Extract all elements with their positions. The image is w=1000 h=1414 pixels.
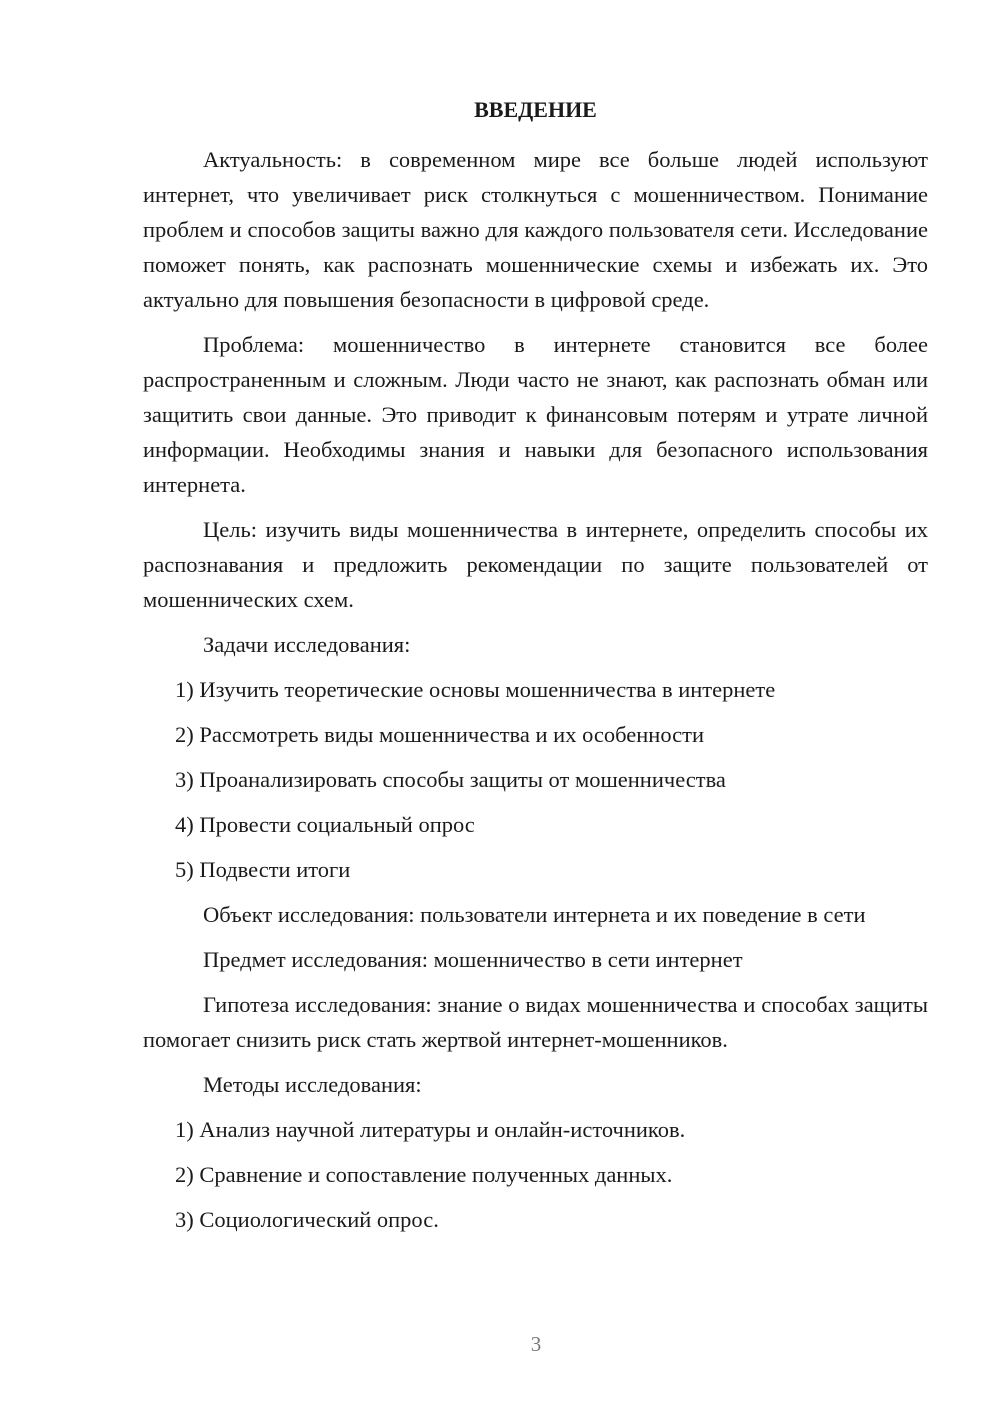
paragraph-hypothesis: Гипотеза исследования: знание о видах мошенничества и способах защиты помогает снизить риск стать жертвой интернет-мошенников.: [143, 992, 928, 1052]
method-item: 3) Социологический опрос.: [175, 1207, 439, 1232]
paragraph-goal: Цель: изучить виды мошенничества в интернете, определить способы их распознавания и предложить рекомендации по защите пользователей от мошеннических схем.: [143, 517, 928, 612]
methods-heading: Методы исследования:: [203, 1072, 422, 1097]
task-item: 2) Рассмотреть виды мошенничества и их особенности: [175, 722, 705, 747]
document-page: [143, 92, 928, 1247]
task-item: 4) Провести социальный опрос: [175, 812, 475, 837]
tasks-heading: Задачи исследования:: [203, 632, 411, 657]
section-title: ВВЕДЕНИЕ: [474, 97, 597, 122]
method-item: 1) Анализ научной литературы и онлайн-источников.: [175, 1117, 686, 1142]
task-item: 5) Подвести итоги: [175, 857, 351, 882]
paragraph-relevance: Актуальность: в современном мире все больше людей используют интернет, что увеличивает риск столкнуться с мошенничеством. Понимание проблем и способов защиты важно для каждого пользователя сети. Исследование поможет понять, как распознать мошеннические схемы и избежать их. Это актуально для повышения безопасности в цифровой среде.: [143, 147, 928, 312]
paragraph-problem: Проблема: мошенничество в интернете становится все более распространенным и сложным. Люди часто не знают, как распознать обман или защитить свои данные. Это приводит к финансовым потерям и утрате личной информации. Необходимы знания и навыки для безопасного использования интернета.: [143, 332, 928, 497]
paragraph-subject: Предмет исследования: мошенничество в сети интернет: [203, 947, 743, 972]
method-item: 2) Сравнение и сопоставление полученных данных.: [175, 1162, 673, 1187]
page-number: 3: [530, 1332, 542, 1356]
paragraph-object: Объект исследования: пользователи интернета и их поведение в сети: [203, 902, 866, 927]
task-item: 3) Проанализировать способы защиты от мошенничества: [175, 767, 726, 792]
task-item: 1) Изучить теоретические основы мошенничества в интернете: [175, 677, 776, 702]
